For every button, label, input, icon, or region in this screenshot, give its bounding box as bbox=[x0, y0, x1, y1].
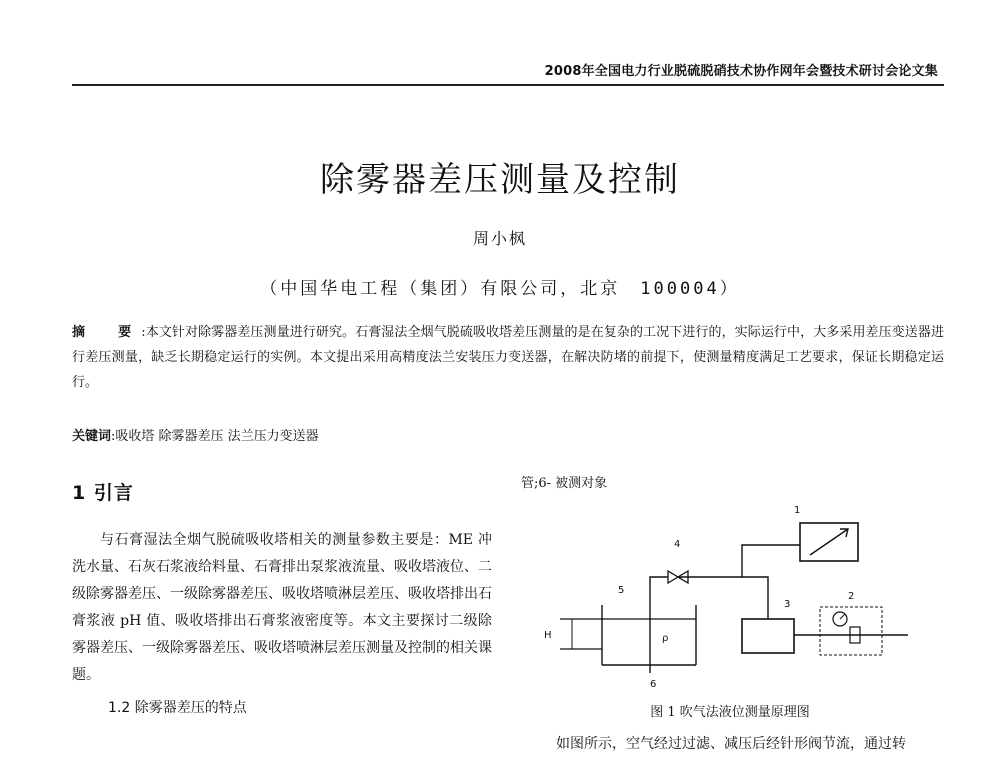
label-3: 3 bbox=[784, 599, 791, 610]
gauge-needle bbox=[840, 614, 845, 619]
header-rule bbox=[72, 84, 944, 86]
section-heading-introduction: 1 引言 bbox=[72, 482, 134, 504]
pipe-valve-to-transmitter bbox=[678, 545, 800, 577]
right-body-text: 如图所示，空气经过过滤、减压后经针形阀节流，通过转 bbox=[556, 736, 906, 752]
label-rho: ρ bbox=[662, 633, 669, 644]
label-6: 6 bbox=[650, 679, 657, 690]
abstract-text: :本文针对除雾器差压测量进行研究。石膏湿法全烟气脱硫吸收塔差压测量的是在复杂的工况下进行的，实际运行中，大多采用差压变送器进行差压测量，缺乏长期稳定运行的实例。本文提出采用高精度法兰安装压力变送器，在解决防堵的前提下，使测量精度满足工艺要求，保证长期稳定运行。 bbox=[72, 325, 944, 390]
abstract-label: 摘 要 bbox=[72, 325, 142, 340]
transmitter-arrow bbox=[810, 529, 848, 555]
label-h: H bbox=[544, 630, 552, 641]
left-column bbox=[72, 478, 492, 717]
author-name: 周小枫 bbox=[472, 229, 527, 248]
abstract bbox=[72, 320, 944, 395]
pressure-reducer-box bbox=[742, 619, 794, 653]
keywords-label: 关键词 bbox=[72, 429, 112, 444]
pipe-to-box3 bbox=[742, 577, 768, 619]
blow-tube bbox=[650, 577, 668, 673]
needle-valve bbox=[668, 571, 678, 583]
label-2: 2 bbox=[848, 591, 855, 602]
paper-title: 除雾器差压测量及控制 bbox=[320, 160, 680, 200]
filter-assembly bbox=[820, 607, 882, 655]
running-head: 2008年全国电力行业脱硫脱硝技术协作网年会暨技术研讨会论文集 bbox=[544, 64, 938, 79]
label-1: 1 bbox=[794, 505, 801, 516]
figure-bubbler-level-diagram bbox=[528, 495, 948, 700]
introduction-paragraph: 与石膏湿法全烟气脱硫吸收塔相关的测量参数主要是：ME 冲洗水量、石灰石浆液给料量、石膏排出泵浆液流量、吸收塔液位、二级除雾器差压、一级除雾器差压、吸收塔喷淋层差压、吸收塔排出石膏浆液 pH 值、吸收塔排出石膏浆液密度等。本文主要探讨二级除雾器差压、一级除雾器差压、吸收塔喷淋层差压测量及控制的相关课题。 bbox=[72, 532, 492, 683]
label-4: 4 bbox=[674, 539, 681, 550]
subsection-heading: 1.2 除雾器差压的特点 bbox=[108, 700, 247, 716]
affiliation: （中国华电工程（集团）有限公司，北京 100004） bbox=[260, 279, 740, 299]
keywords-text: :吸收塔 除雾器差压 法兰压力变送器 bbox=[111, 429, 319, 444]
figure-caption: 图 1 吹气法液位测量原理图 bbox=[650, 705, 810, 720]
keywords bbox=[72, 425, 319, 444]
figure-legend-fragment: 管;6- 被测对象 bbox=[521, 476, 608, 491]
label-5: 5 bbox=[618, 585, 625, 596]
